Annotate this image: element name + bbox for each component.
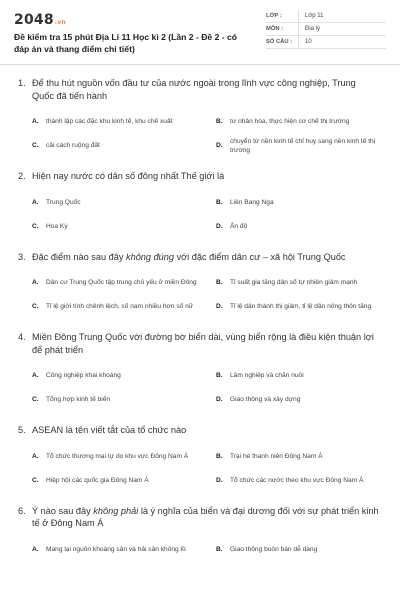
- option-b[interactable]: [216, 445, 388, 469]
- answer-options: [14, 110, 386, 158]
- option-b[interactable]: [216, 110, 388, 134]
- option-text: Dân cư Trung Quốc tập trung chủ yếu ở miền Đông: [46, 279, 197, 287]
- option-letter: D.: [216, 142, 223, 150]
- header-left: [14, 12, 252, 64]
- answer-options: [14, 271, 386, 319]
- option-d[interactable]: [216, 215, 388, 239]
- subject-value: Địa lý: [298, 23, 386, 35]
- option-letter: C.: [32, 476, 39, 484]
- option-letter: B.: [216, 198, 223, 206]
- question-stem: [14, 424, 386, 437]
- option-text: Tỉ suất gia tăng dân số tự nhiên giảm mạnh: [230, 279, 358, 287]
- option-d[interactable]: [216, 388, 388, 412]
- question-text: Miền Đông Trung Quốc với đường bờ biển dài, vùng biển rộng là điều kiện thuận lợi để phát triển: [32, 332, 374, 355]
- option-text: Lâm nghiệp và chăn nuôi: [230, 372, 304, 380]
- option-text: Tổ chức thương mại tự do khu vực Đông Nam Á: [46, 452, 189, 460]
- option-letter: A.: [32, 452, 39, 460]
- question-text: [32, 505, 386, 530]
- option-c[interactable]: [32, 388, 204, 412]
- option-d[interactable]: [216, 295, 388, 319]
- info-row-class: [266, 10, 386, 23]
- option-c[interactable]: [32, 134, 204, 158]
- answer-options: [14, 364, 386, 412]
- question-text: Hiện nay nước có dân số đông nhất Thế giới là: [32, 171, 225, 181]
- question-stem: [14, 170, 386, 183]
- question-4: [14, 331, 386, 412]
- option-text: Giao thông buôn bán dễ dàng: [230, 545, 318, 553]
- class-value: Lớp 11: [298, 10, 386, 22]
- question-text-before: Ý nào sau đây: [32, 505, 94, 516]
- question-number: 6.: [18, 505, 26, 516]
- option-text: Tỉ lệ dân thành thị giảm, tỉ lệ dân nông thôn tăng: [230, 303, 372, 311]
- option-text: Mang lại nguồn khoáng sản và hải sản không lồ: [46, 545, 186, 553]
- question-stem: [14, 251, 386, 264]
- option-text: cải cách ruộng đất: [46, 142, 100, 150]
- brand-logo[interactable]: [14, 12, 252, 28]
- question-6: [14, 505, 386, 562]
- option-letter: B.: [216, 545, 223, 553]
- option-letter: B.: [216, 452, 223, 460]
- option-text: Trung Quốc: [46, 198, 81, 206]
- question-text-after: là ý nghĩa của biển và đại dương đối với sự phát triển kinh tế ở Đông Nam Á: [32, 505, 379, 528]
- option-text: Giao thông và xây dựng: [230, 396, 301, 404]
- info-row-count: [266, 36, 386, 49]
- option-letter: A.: [32, 118, 39, 126]
- option-letter: A.: [32, 372, 39, 380]
- option-d[interactable]: [216, 469, 388, 493]
- question-text: ASEAN là tên viết tắt của tổ chức nào: [32, 425, 187, 435]
- option-text: Liên Bang Nga: [230, 198, 274, 206]
- brand-suffix: .vn: [54, 19, 66, 26]
- option-text: tư nhân hóa, thực hiện cơ chế thị trường: [230, 118, 350, 126]
- option-a[interactable]: [32, 191, 204, 215]
- question-number: 4.: [18, 332, 26, 342]
- question-stem: [14, 505, 386, 530]
- option-letter: B.: [216, 372, 223, 380]
- option-text: Tổng hợp kinh tế biển: [46, 396, 111, 404]
- option-letter: D.: [216, 396, 223, 404]
- option-b[interactable]: [216, 271, 388, 295]
- question-text: [32, 251, 386, 264]
- question-text-before: Đặc điểm nào sau đây: [32, 251, 126, 262]
- option-text: Tổ chức các nước theo khu vực Đông Nam Á: [230, 476, 364, 484]
- question-text: Để thu hút nguồn vốn đầu tư của nước ngoài trong lĩnh vực công nghiệp, Trung Quốc đã tiến hành: [32, 78, 356, 101]
- option-c[interactable]: [32, 295, 204, 319]
- option-text: Hiệp hội các quốc gia Đông Nam Á: [46, 476, 149, 484]
- brand-name: 2048: [14, 12, 54, 28]
- question-3: [14, 251, 386, 320]
- option-text: Công nghiệp khai khoáng: [46, 372, 121, 380]
- option-letter: C.: [32, 303, 39, 311]
- question-2: [14, 170, 386, 239]
- question-1: [14, 77, 386, 158]
- option-letter: D.: [216, 476, 223, 484]
- question-number: 3.: [18, 251, 26, 262]
- option-b[interactable]: [216, 191, 388, 215]
- question-count-label: SỐ CÂU :: [266, 39, 293, 45]
- question-text-emphasis: không phải: [93, 505, 139, 516]
- option-text: Tỉ lệ giới tính chênh lệch, số nam nhiều hơn số nữ: [46, 303, 194, 311]
- answer-options: [14, 191, 386, 239]
- document-title: Đề kiểm tra 15 phút Địa Lí 11 Học kì 2 (Lần 2 - Đề 2 - có đáp án và thang điểm chi tiết): [14, 32, 238, 54]
- option-text: Trại hè thanh niên Đông Nam Á: [230, 452, 323, 460]
- option-letter: A.: [32, 198, 39, 206]
- option-text: Hoa Kỳ: [46, 222, 68, 230]
- option-a[interactable]: [32, 110, 204, 134]
- option-letter: D.: [216, 222, 223, 230]
- question-5: [14, 424, 386, 493]
- option-a[interactable]: [32, 271, 204, 295]
- class-label: LỚP :: [266, 13, 282, 19]
- option-b[interactable]: [216, 538, 388, 562]
- answer-options: [14, 538, 386, 562]
- option-text: thành lập các đặc khu kinh tế, khu chế xuất: [46, 118, 173, 126]
- option-letter: C.: [32, 222, 39, 230]
- option-letter: C.: [32, 142, 39, 150]
- question-count-value: 10: [298, 36, 386, 48]
- option-d[interactable]: [216, 134, 388, 158]
- question-stem: [14, 331, 386, 356]
- option-text: chuyển từ nền kinh tế chỉ huy sang nền kinh tế thị trường: [230, 137, 376, 154]
- option-letter: D.: [216, 303, 223, 311]
- option-text: Ấn độ: [230, 222, 248, 230]
- option-a[interactable]: [32, 364, 204, 388]
- header-divider: [0, 64, 400, 65]
- subject-label: MÔN :: [266, 26, 284, 32]
- question-number: 5.: [18, 425, 26, 435]
- answer-options: [14, 445, 386, 493]
- option-c[interactable]: [32, 215, 204, 239]
- question-text-after: với đặc điểm dân cư – xã hội Trung Quốc: [174, 251, 346, 262]
- question-number: 2.: [18, 171, 26, 181]
- option-c[interactable]: [32, 469, 204, 493]
- option-b[interactable]: [216, 364, 388, 388]
- question-number: 1.: [18, 78, 26, 88]
- option-letter: A.: [32, 545, 39, 553]
- exam-info-table: [266, 10, 386, 64]
- option-letter: B.: [216, 279, 223, 287]
- option-a[interactable]: [32, 445, 204, 469]
- info-row-subject: [266, 23, 386, 36]
- option-letter: B.: [216, 118, 223, 126]
- page-header: [14, 0, 386, 64]
- option-a[interactable]: [32, 538, 204, 562]
- question-stem: [14, 77, 386, 102]
- question-text-emphasis: không đúng: [125, 251, 175, 262]
- option-letter: C.: [32, 396, 39, 404]
- option-letter: A.: [32, 279, 39, 287]
